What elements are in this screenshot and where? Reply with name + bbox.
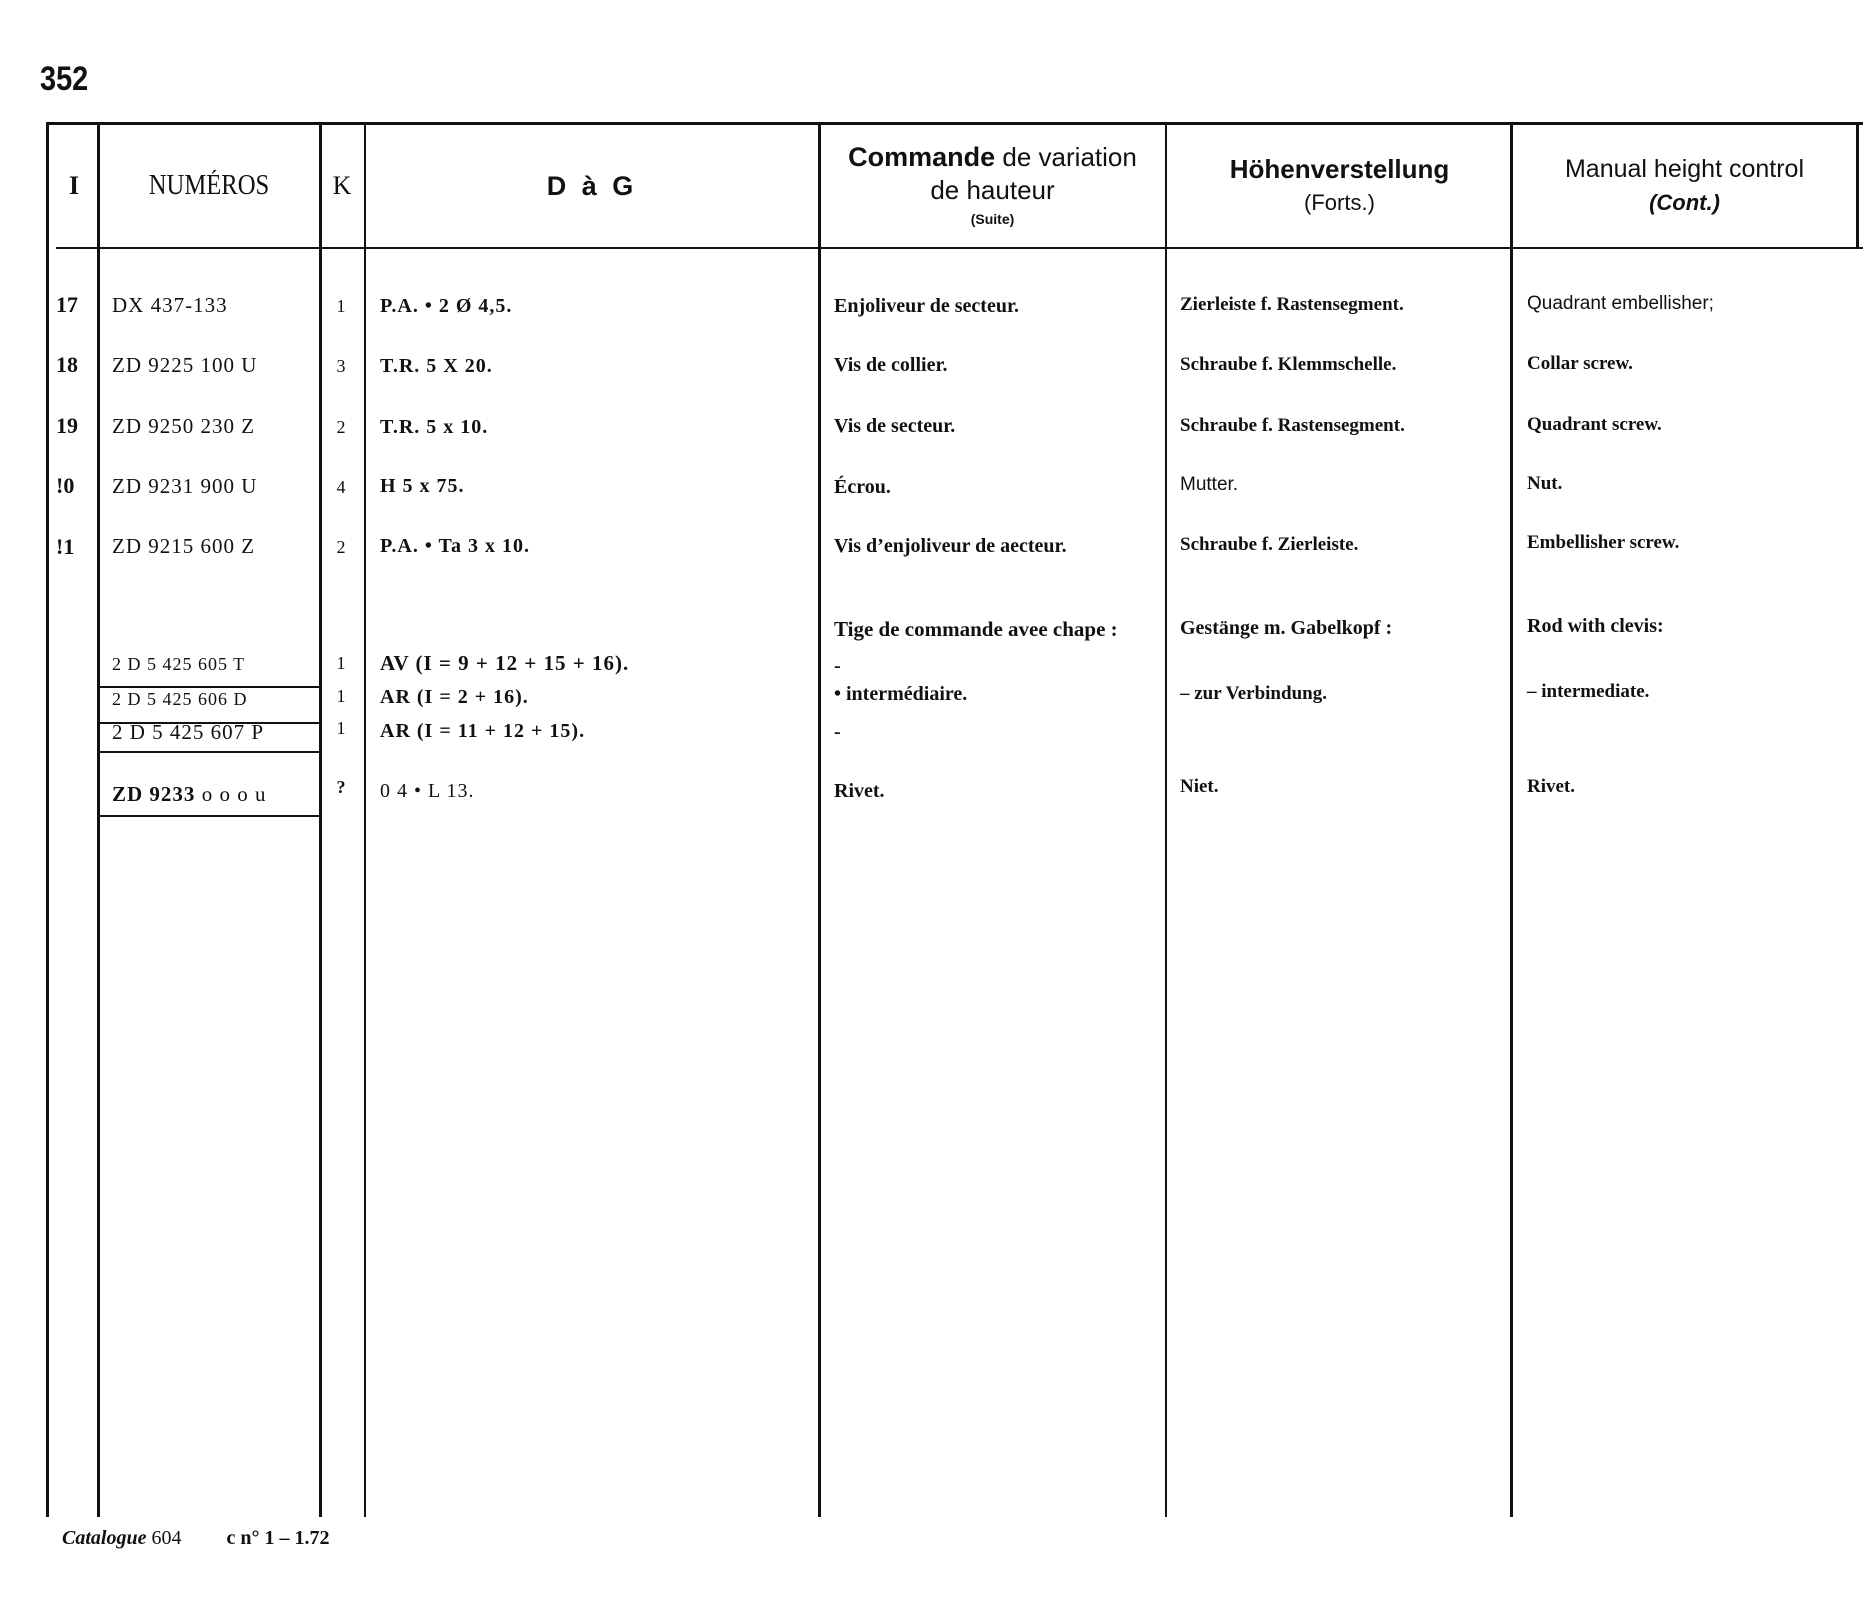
- row-index: !0: [56, 473, 75, 498]
- catalogue-footer: [62, 1527, 329, 1550]
- header-german: [1167, 124, 1512, 248]
- part-number-rest: o o o u: [195, 782, 267, 806]
- part-number: DX 437-133: [112, 293, 228, 317]
- quantity: 2: [336, 537, 346, 557]
- catalogue-label: Catalogue: [62, 1527, 147, 1549]
- dimension: T.R. 5 X 20.: [380, 355, 493, 377]
- dimension: P.A. • 2 Ø 4,5.: [380, 295, 513, 317]
- dimension: AR (I = 11 + 12 + 15).: [380, 720, 586, 742]
- header-english: [1512, 124, 1857, 248]
- desc-french: Vis de collier.: [834, 354, 948, 376]
- header-en-sub: (Cont.): [1649, 190, 1720, 215]
- part-number: 2 D 5 425 605 T: [112, 654, 246, 674]
- dimension: AV (I = 9 + 12 + 15 + 16).: [380, 651, 630, 675]
- header-numbers: NUMÉROS: [148, 170, 270, 201]
- desc-french: Écrou.: [834, 476, 891, 498]
- header-french: [820, 124, 1165, 248]
- desc-english: Quadrant screw.: [1527, 414, 1662, 435]
- part-number: ZD 9215 600 Z: [112, 534, 256, 558]
- dimension: P.A. • Ta 3 x 10.: [380, 535, 530, 557]
- desc-french: • intermédiaire.: [834, 683, 968, 705]
- desc-german: Schraube f. Klemmschelle.: [1180, 354, 1397, 375]
- group-desc-german: Gestänge m. Gabelkopf :: [1180, 617, 1393, 639]
- desc-english: Collar screw.: [1527, 353, 1633, 374]
- quantity: 4: [336, 477, 346, 497]
- catalogue-number: 604: [146, 1527, 182, 1549]
- row-index: 17: [56, 292, 78, 317]
- header-index: I: [68, 171, 80, 200]
- desc-english: Rivet.: [1527, 776, 1576, 797]
- page-number: 352: [40, 60, 89, 98]
- row-index: 18: [56, 352, 78, 377]
- quantity: 3: [336, 356, 346, 376]
- header-k: K: [332, 171, 352, 200]
- quantity: ?: [336, 777, 346, 797]
- desc-english: – intermediate.: [1527, 681, 1650, 702]
- part-number: 2 D 5 425 606 D: [112, 689, 248, 709]
- desc-french: Rivet.: [834, 780, 885, 802]
- dimension: 0 4 • L 13.: [380, 780, 475, 802]
- part-number: [112, 780, 266, 808]
- desc-english: Quadrant embellisher;: [1527, 293, 1714, 314]
- header-en-title: Manual height control: [1564, 155, 1805, 183]
- dimension: T.R. 5 x 10.: [380, 416, 489, 438]
- header-de-sub: (Forts.): [1304, 190, 1375, 215]
- desc-german: Schraube f. Rastensegment.: [1180, 415, 1405, 436]
- desc-german: Schraube f. Zierleiste.: [1180, 534, 1359, 555]
- desc-english: Embellisher screw.: [1527, 532, 1680, 553]
- group-desc-french: Tige de commande avee chape :: [834, 617, 1118, 641]
- quantity: 2: [336, 417, 346, 437]
- header-dg: D à G: [546, 170, 638, 201]
- dimension: H 5 x 75.: [380, 475, 465, 497]
- header-de-title: Höhenverstellung: [1229, 154, 1450, 184]
- part-number: 2 D 5 425 607 P: [112, 720, 265, 744]
- part-number: ZD 9250 230 Z: [112, 414, 256, 438]
- header-fr-rest: de variation: [995, 142, 1137, 172]
- desc-english: Nut.: [1527, 473, 1563, 494]
- quantity: 1: [336, 718, 346, 738]
- desc-german: Mutter.: [1180, 474, 1239, 495]
- quantity: 1: [336, 296, 346, 316]
- header-fr-suite: (Suite): [970, 211, 1015, 227]
- desc-french: -: [834, 655, 841, 677]
- desc-french: Vis de secteur.: [834, 415, 956, 437]
- row-index: 19: [56, 413, 78, 438]
- header-fr-bold: Commande: [848, 142, 996, 172]
- catalogue-edition: c n° 1 – 1.72: [226, 1527, 330, 1549]
- quantity: 1: [336, 686, 346, 706]
- dimension: AR (I = 2 + 16).: [380, 686, 529, 708]
- part-number-bold: ZD 9233: [112, 782, 196, 806]
- desc-german: Niet.: [1180, 776, 1219, 797]
- desc-german: Zierleiste f. Rastensegment.: [1180, 294, 1404, 315]
- desc-german: – zur Verbindung.: [1180, 683, 1327, 704]
- group-desc-english: Rod with clevis:: [1527, 615, 1664, 637]
- header-fr-line2: de hauteur: [930, 175, 1055, 205]
- quantity: 1: [336, 653, 346, 673]
- row-index: !1: [56, 534, 75, 559]
- part-number: ZD 9225 100 U: [112, 353, 258, 377]
- desc-french: Enjoliveur de secteur.: [834, 295, 1019, 317]
- part-number: ZD 9231 900 U: [112, 474, 258, 498]
- desc-french: -: [834, 721, 841, 743]
- desc-french: Vis d’enjoliveur de aecteur.: [834, 535, 1067, 557]
